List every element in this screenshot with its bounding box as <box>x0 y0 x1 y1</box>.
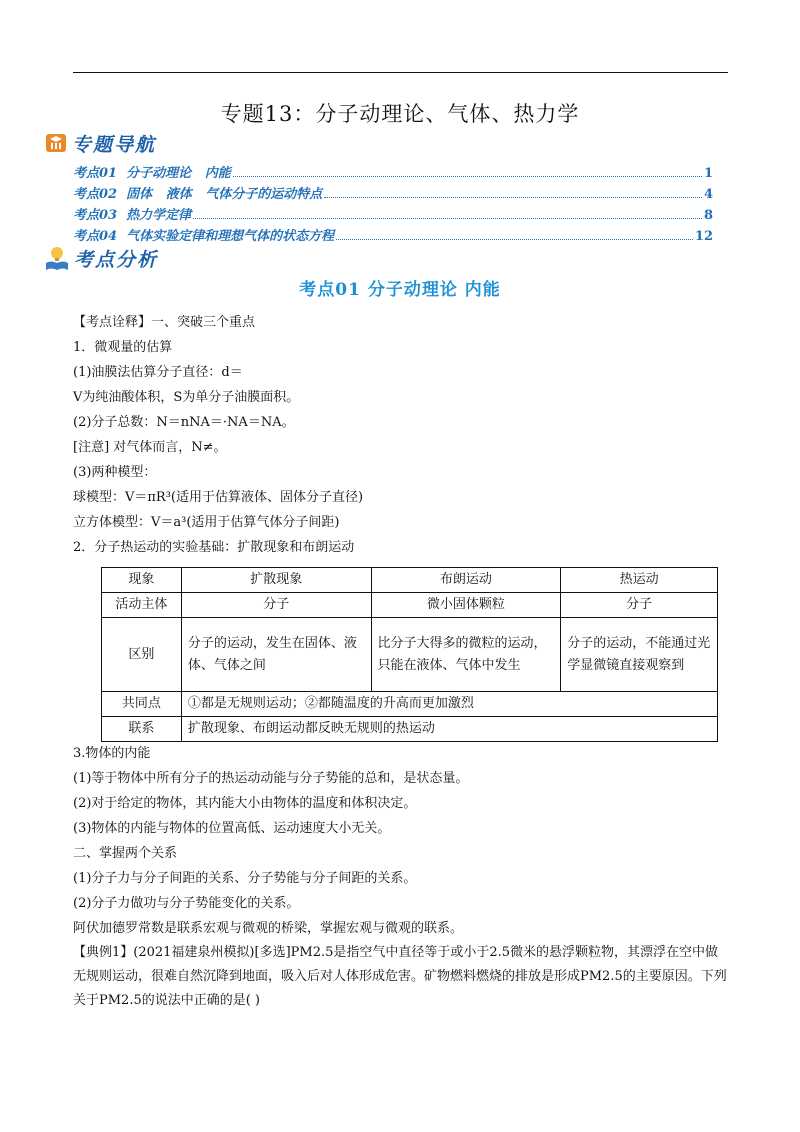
table-cell: 区别 <box>102 618 182 692</box>
text-line: 立方体模型：V＝a³(适用于估算气体分子间距) <box>73 515 340 530</box>
nav-heading-text: 专题导航 <box>72 133 157 156</box>
toc-item[interactable] <box>73 225 713 246</box>
analysis-heading-text: 考点分析 <box>74 248 159 271</box>
text-line: (3)两种模型： <box>73 465 157 480</box>
page-title: 专题13：分子动理论、气体、热力学 <box>220 102 580 126</box>
toc-leader <box>336 239 693 240</box>
analysis-heading <box>44 243 158 273</box>
text-line: 1．微观量的估算 <box>73 340 173 355</box>
table-row <box>102 568 718 593</box>
table-cell: 分子的运动，发生在固体、液体、气体之间 <box>181 618 371 692</box>
table-header-cell: 布朗运动 <box>371 568 561 593</box>
table-cell: 分子 <box>181 593 371 618</box>
toc-item[interactable] <box>73 183 713 204</box>
toc-item[interactable] <box>73 204 713 225</box>
toc-page: 12 <box>694 229 713 244</box>
table-cell: 扩散现象、布朗运动都反映无规则的热运动 <box>181 717 717 742</box>
toc-label: 考点03 热力学定律 <box>73 208 192 223</box>
toc-label: 考点04 气体实验定律和理想气体的状态方程 <box>73 229 335 244</box>
table-header-cell: 热运动 <box>561 568 718 593</box>
toc-leader <box>233 176 702 177</box>
nav-heading <box>44 128 156 158</box>
header-rule <box>73 72 728 73</box>
table-row <box>102 618 718 692</box>
table-cell: 活动主体 <box>102 593 182 618</box>
text-line: 2．分子热运动的实验基础：扩散现象和布朗运动 <box>73 540 355 555</box>
text-line: [注意] 对气体而言，N≠。 <box>73 440 227 455</box>
text-line: (2)分子力做功与分子势能变化的关系。 <box>73 896 300 911</box>
text-line: 阿伏加德罗常数是联系宏观与微观的桥梁，掌握宏观与微观的联系。 <box>73 921 464 936</box>
explanation-text-continued <box>73 741 733 1013</box>
explanation-text <box>73 310 733 560</box>
comparison-table <box>101 567 718 742</box>
toc-label: 考点02 固体 液体 气体分子的运动特点 <box>73 187 323 202</box>
section-title: 考点01 分子动理论 内能 <box>299 280 501 300</box>
toc-leader <box>324 197 702 198</box>
text-line: V为纯油酸体积，S为单分子油膜面积。 <box>73 390 300 405</box>
text-line: (1)油膜法估算分子直径：d＝ <box>73 365 243 380</box>
text-line: (1)分子力与分子间距的关系、分子势能与分子间距的关系。 <box>73 871 417 886</box>
table-header-cell: 扩散现象 <box>181 568 371 593</box>
text-line: 3.物体的内能 <box>73 746 151 761</box>
toc-label: 考点01 分子动理论 内能 <box>73 166 231 181</box>
text-line: (2)分子总数：N＝nNA＝·NA＝NA。 <box>73 415 295 430</box>
text-line: (3)物体的内能与物体的位置高低、运动速度大小无关。 <box>73 821 391 836</box>
table-cell: 分子的运动，不能通过光学显微镜直接观察到 <box>561 618 718 692</box>
table-of-contents <box>73 162 713 246</box>
toc-item[interactable] <box>73 162 713 183</box>
table-row <box>102 692 718 717</box>
text-line: 【考点诠释】一、突破三个重点 <box>73 315 256 330</box>
text-line: 球模型：V＝πR³(适用于估算液体、固体分子直径) <box>73 490 364 505</box>
table-cell: ①都是无规则运动；②都随温度的升高而更加激烈 <box>181 692 717 717</box>
toc-leader <box>193 218 702 219</box>
table-cell: 分子 <box>561 593 718 618</box>
table-cell: 比分子大得多的微粒的运动，只能在液体、气体中发生 <box>371 618 561 692</box>
example-question: 【典例1】(2021福建泉州模拟)[多选]PM2.5是指空气中直径等于或小于2.5微米的悬浮颗粒物，其漂浮在空中做无规则运动，很难自然沉降到地面，吸入后对人体形成危害。矿物燃料燃烧的排放是形成PM2.5的主要原因。下列关于PM2.5的说法中正确的是( ) <box>73 945 727 1008</box>
toc-page: 4 <box>703 187 713 202</box>
table-cell: 微小固体颗粒 <box>371 593 561 618</box>
book-bulb-icon <box>44 245 70 271</box>
compass-icon <box>44 131 68 155</box>
text-line: (2)对于给定的物体，其内能大小由物体的温度和体积决定。 <box>73 796 417 811</box>
table-cell: 共同点 <box>102 692 182 717</box>
toc-page: 8 <box>703 208 713 223</box>
text-line: 二、掌握两个关系 <box>73 846 178 861</box>
table-row <box>102 717 718 742</box>
toc-page: 1 <box>703 166 713 181</box>
table-cell: 联系 <box>102 717 182 742</box>
text-line: (1)等于物体中所有分子的热运动动能与分子势能的总和，是状态量。 <box>73 771 469 786</box>
table-header-cell: 现象 <box>102 568 182 593</box>
table-row <box>102 593 718 618</box>
